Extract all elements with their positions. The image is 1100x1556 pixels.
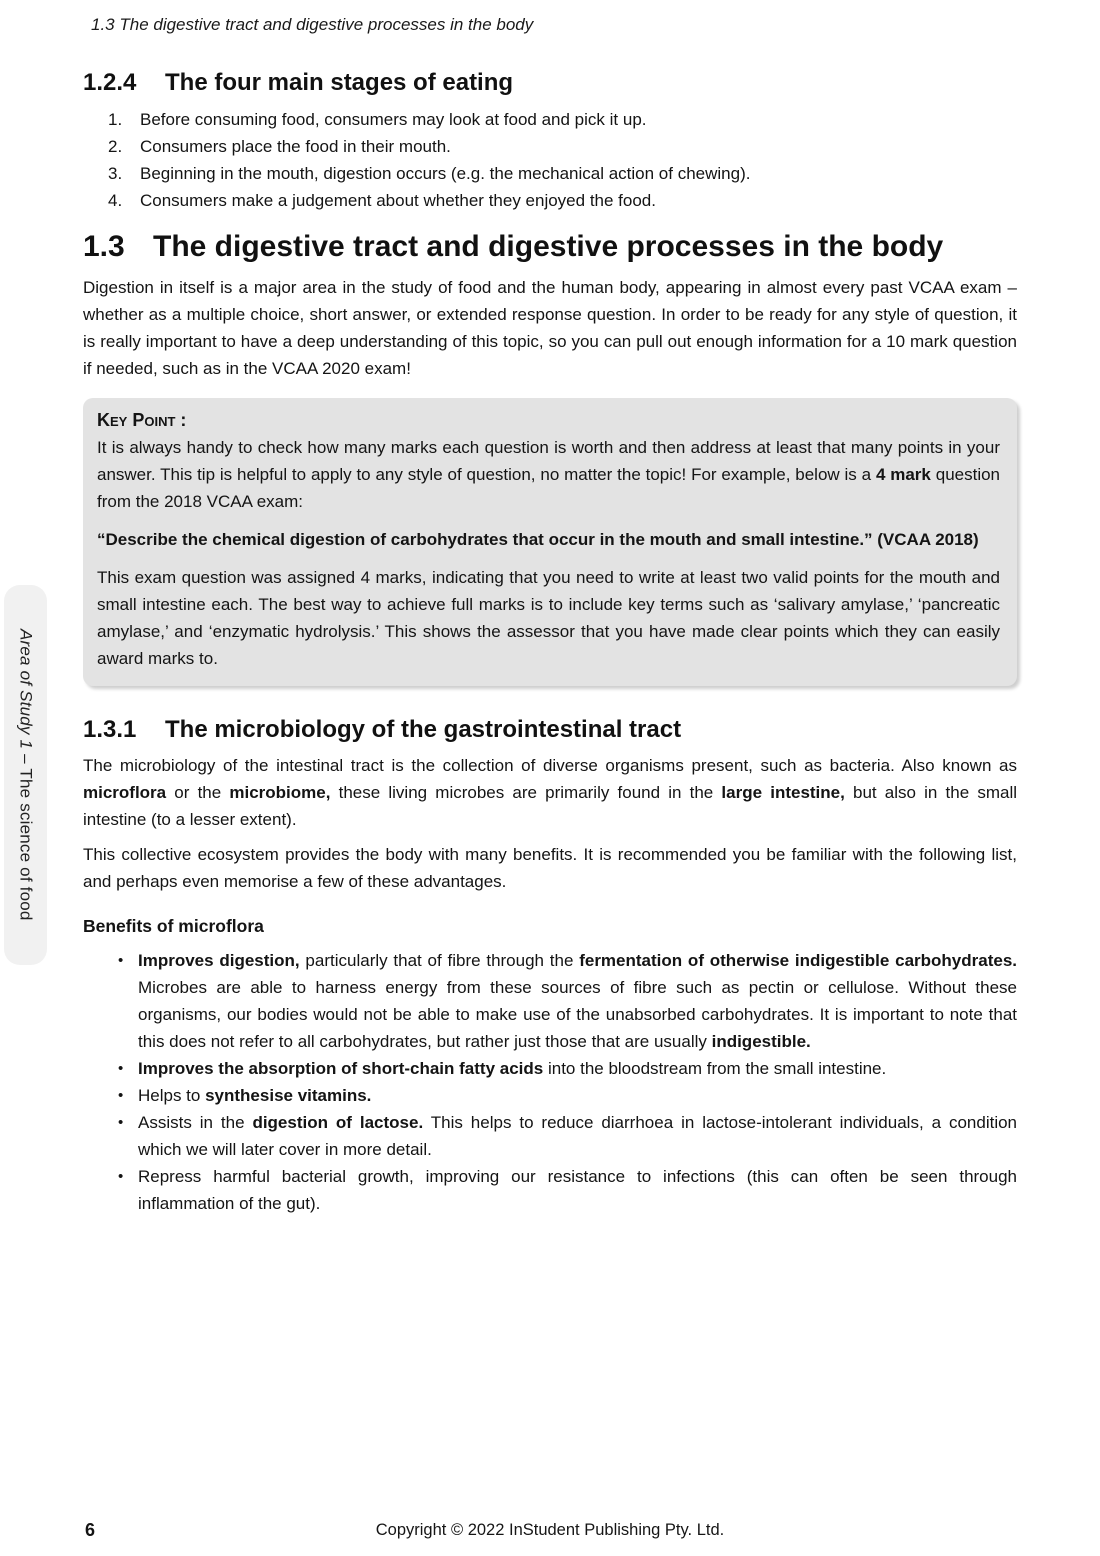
section-heading-1-3-1	[83, 716, 1017, 744]
copyright-notice: Copyright © 2022 InStudent Publishing Pty. Ltd.	[375, 1521, 725, 1539]
list-item: • Improves the absorption of short-chain fatty acids into the bloodstream from the small intestine.	[138, 1055, 1017, 1082]
list-item: • Improves digestion, particularly that of fibre through the fermentation of otherwise indigestible carbohydrates. Microbes are able to harness energy from these sources of fibre such as pectin or cellulose. Without these organisms, our bodies would not be able to make use of the unabsorbed carbohydrates. It is important to note that this does not refer to all carbohydrates, but rather just those that are usually indigestible.	[138, 947, 1017, 1055]
key-point-paragraph: This exam question was assigned 4 marks, indicating that you need to write at least two valid points for the mouth and small intestine each. The best way to achieve full marks is to include key terms such as ‘salivary amylase,’ ‘pancreatic amylase,’ and ‘enzymatic hydrolysis.’ This shows the assessor that you have made clear points which they can easily award marks to.	[97, 568, 1000, 668]
running-header: 1.3 The digestive tract and digestive processes in the body	[91, 15, 534, 34]
benefits-heading: Benefits of microflora	[83, 916, 264, 936]
section-number: 1.3.1	[83, 716, 137, 743]
key-point-label: Key Point :	[97, 410, 187, 430]
section-number: 1.3	[83, 230, 125, 263]
section-title: The microbiology of the gastrointestinal tract	[165, 716, 682, 743]
section-title: The digestive tract and digestive processes in the body	[153, 230, 944, 263]
ecosystem-paragraph: This collective ecosystem provides the body with many benefits. It is recommended you be familiar with the following list, and perhaps even memorise a few of these advantages.	[83, 845, 1017, 891]
benefits-list	[83, 947, 1017, 1217]
exam-question-quote: “Describe the chemical digestion of carbohydrates that occur in the mouth and small intestine.” (VCAA 2018)	[97, 530, 979, 549]
key-point-paragraph: It is always handy to check how many marks each question is worth and then address at least that many points in your answer. This tip is helpful to apply to any style of question, no matter the topic! For example, below is a 4 mark question from the 2018 VCAA exam:	[97, 438, 1001, 511]
section-number: 1.2.4	[83, 69, 137, 96]
list-item: Consumers place the food in their mouth.	[140, 137, 451, 156]
list-item: • Assists in the digestion of lactose. This helps to reduce diarrhoea in lactose-intolerant individuals, a condition which we will later cover in more detail.	[138, 1109, 1017, 1163]
list-item: Beginning in the mouth, digestion occurs (e.g. the mechanical action of chewing).	[140, 164, 751, 183]
section-heading-1-2-4	[83, 69, 1017, 97]
list-item: • Repress harmful bacterial growth, improving our resistance to infections (this can often be seen through inflammation of the gut).	[138, 1163, 1017, 1217]
list-item: Consumers make a judgement about whether they enjoyed the food.	[140, 191, 656, 210]
page-number: 6	[85, 1520, 96, 1540]
list-item: • Helps to synthesise vitamins.	[138, 1082, 1017, 1109]
area-of-study-sidebar	[4, 585, 47, 965]
section-heading-1-3	[83, 228, 1017, 266]
section-title: The four main stages of eating	[165, 69, 514, 96]
microbiology-paragraph: The microbiology of the intestinal tract is the collection of diverse organisms present, such as bacteria. Also known as microflora or the microbiome, these living microbes are primarily found in the large intestine, but also in the small intestine (to a lesser extent).	[83, 756, 1018, 829]
intro-paragraph: Digestion in itself is a major area in the study of food and the human body, appearing in almost every past VCAA exam – whether as a multiple choice, short answer, or extended response question. In order to be ready for any style of question, it is really important to have a deep understanding of this topic, so you can pull out enough information for a 10 mark question if needed, such as in the VCAA 2020 exam!	[83, 278, 1017, 378]
key-point-box	[83, 398, 1017, 686]
list-item: Before consuming food, consumers may look at food and pick it up.	[140, 110, 647, 129]
sidebar-label: Area of Study 1 – The science of food	[16, 629, 36, 921]
stages-of-eating-list	[83, 106, 1017, 214]
